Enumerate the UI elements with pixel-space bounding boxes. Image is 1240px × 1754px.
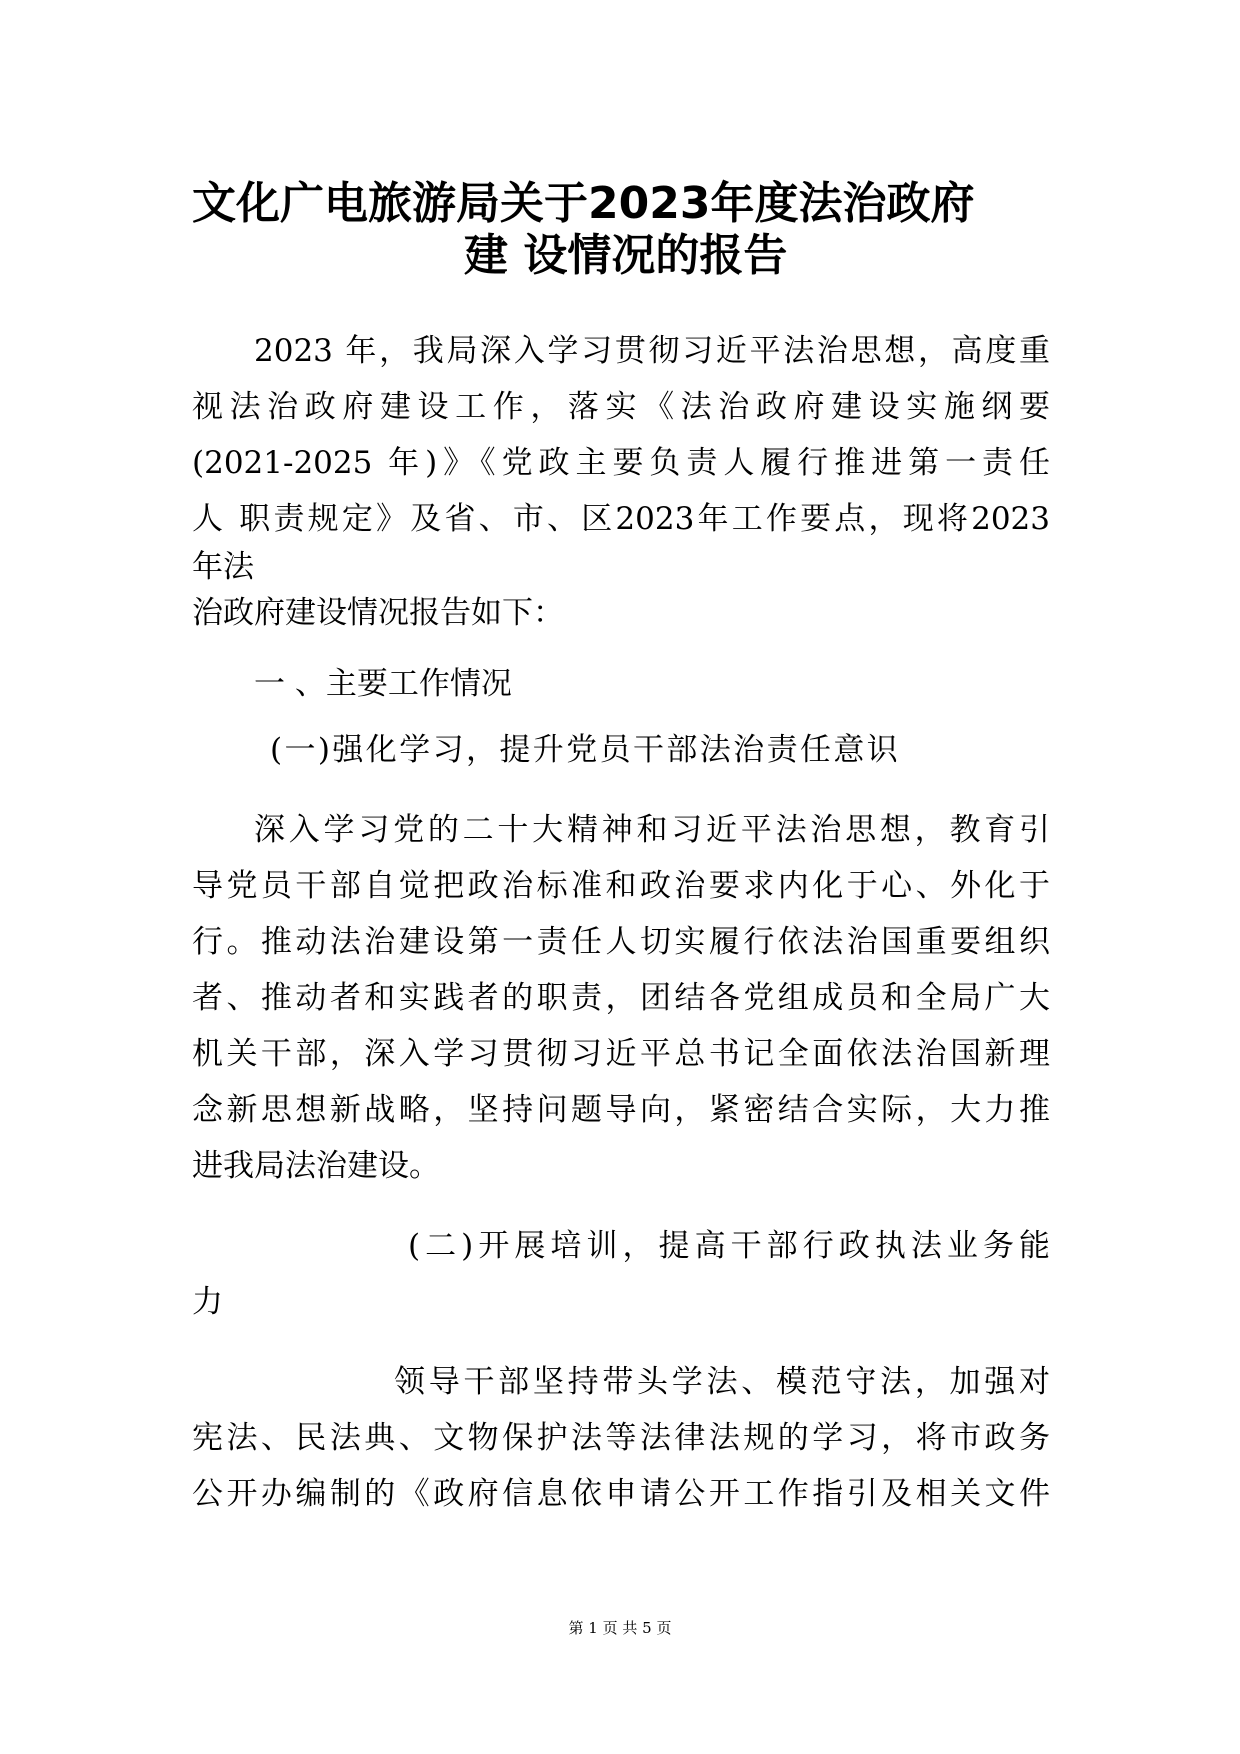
paragraph-line: 念新思想新战略，坚持问题导向，紧密结合实际，大力推 [192, 1092, 1050, 1128]
paragraph-line: 公开办编制的《政府信息依申请公开工作指引及相关文件 [192, 1476, 1050, 1512]
paragraph-line: 导党员干部自觉把政治标准和政治要求内化于心、外化于 [192, 868, 1050, 904]
paragraph-line: 宪法、民法典、文物保护法等法律法规的学习，将市政务 [192, 1420, 1050, 1456]
paragraph-line: 治政府建设情况报告如下： [192, 595, 564, 631]
paragraph-line: 行。推动法治建设第一责任人切实履行依法治国重要组织 [192, 924, 1050, 960]
paragraph-line: 者、推动者和实践者的职责，团结各党组成员和全局广大 [192, 980, 1050, 1016]
paragraph-line: 视法治政府建设工作，落实《法治政府建设实施纲要 [192, 389, 1050, 425]
subsection-heading: (二)开展培训，提高干部行政执法业务能 [408, 1228, 1050, 1264]
page-number-footer: 第 1 页 共 5 页 [568, 1619, 672, 1637]
paragraph-line: 机关干部，深入学习贯彻习近平总书记全面依法治国新理 [192, 1036, 1050, 1072]
paragraph-line: 领导干部坚持带头学法、模范守法，加强对 [394, 1364, 1050, 1400]
section-heading: 一 、主要工作情况 [254, 666, 512, 702]
paragraph-line: 进我局法治建设。 [192, 1148, 440, 1184]
subsection-heading-continued: 力 [192, 1284, 223, 1320]
paragraph-line: 深入学习党的二十大精神和习近平法治思想，教育引 [254, 812, 1050, 848]
paragraph-line: 人 职责规定》及省、市、区2023年工作要点，现将2023 [192, 501, 1050, 537]
document-title-line-2: 建 设情况的报告 [464, 230, 788, 281]
paragraph-line: 年法 [192, 549, 254, 585]
subsection-heading: (一)强化学习，提升党员干部法治责任意识 [270, 732, 901, 768]
paragraph-line: (2021-2025 年)》《党政主要负责人履行推进第一责任 [192, 445, 1050, 481]
paragraph-line: 2023 年，我局深入学习贯彻习近平法治思想，高度重 [254, 333, 1050, 369]
document-title-line-1: 文化广电旅游局关于2023年度法治政府 [192, 178, 975, 229]
